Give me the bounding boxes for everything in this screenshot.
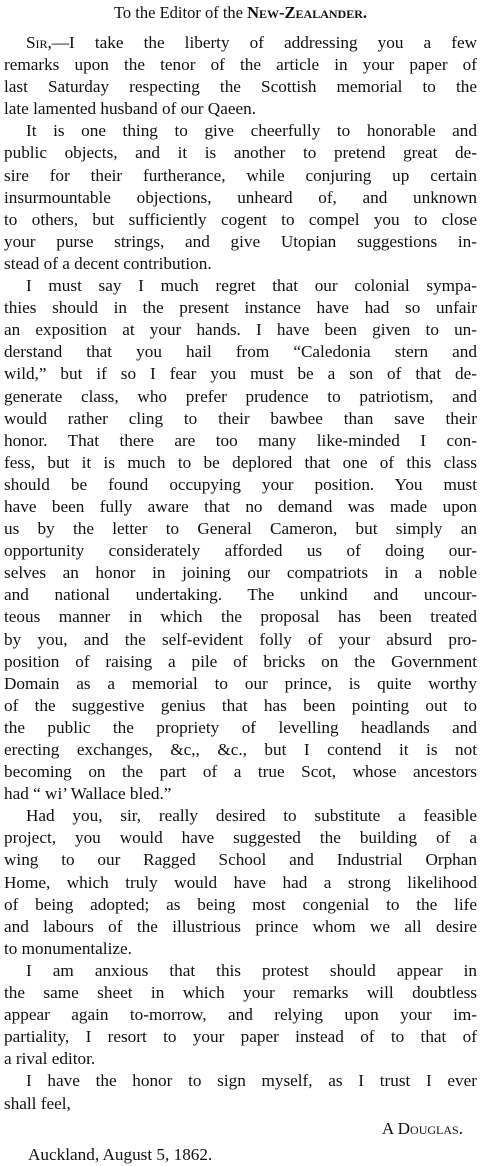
paragraph-line: Had you, sir, really desired to substitute a feasible (26, 806, 477, 826)
paragraph-line: wing to our Ragged School and Industrial Orphan (4, 850, 477, 870)
paragraph-line: late lamented husband of our Qaeen. (4, 99, 256, 119)
paragraph-5 (4, 960, 477, 1070)
paragraph-line: teous manner in which the proposal has been treated (4, 607, 477, 627)
paragraph-line: Sir,—I take the liberty of addressing you a few (26, 33, 477, 52)
paragraph-line: selves an honor in joining our compatriots in a noble (4, 563, 477, 583)
paragraph-line: I have the honor to sign myself, as I trust I ever (26, 1071, 477, 1091)
paragraph-line: thies should in the present instance have had so unfair (4, 298, 477, 318)
paragraph-line: erecting exchanges, &c,, &c., but I contend it is not (4, 740, 477, 759)
paragraph-line: public objects, and it is another to pretend great de- (4, 143, 477, 163)
paragraph-line: of being adopted; as being most congenial to the life (4, 894, 477, 914)
paragraph-line: and national undertaking. The unkind and uncour- (4, 585, 477, 605)
paragraph-line: would rather cling to their bawbee than save their (4, 408, 477, 428)
letter-heading (4, 3, 477, 23)
paragraph-line: Domain as a memorial to our prince, is quite worthy (4, 673, 477, 693)
paragraph-line: us by the letter to General Cameron, but simply an (4, 519, 477, 539)
dateline: Auckland, August 5, 1862. (28, 1144, 213, 1164)
paragraph-line: sire for their furtherance, while conjuring up certain (4, 165, 477, 185)
heading-prefix: To the Editor of the (114, 3, 248, 22)
paragraph-6 (4, 1070, 477, 1114)
paragraph-3 (4, 275, 477, 805)
paragraph-line: partiality, I resort to your paper instead of to that of (4, 1027, 477, 1047)
paragraph-2 (4, 120, 477, 275)
paragraph-line: honor. That there are too many like-minded I con- (4, 430, 477, 450)
paragraph-line: have been fully aware that no demand was made upon (4, 496, 477, 516)
paragraph-line: insurmountable objections, unheard of, and unknown (4, 187, 477, 207)
paragraph-line: the same sheet in which your remarks will doubtless (4, 983, 477, 1003)
paragraph-line: appear again to-morrow, and relying upon your im- (4, 1005, 477, 1025)
newspaper-name: New-Zealander. (247, 3, 367, 22)
paragraph-line: should be found occupying your position. You must (4, 474, 477, 494)
paragraph-line: an exposition at your hands. I have been given to un- (4, 320, 477, 340)
paragraph-line: to others, but sufficiently cogent to compel you to close (4, 209, 477, 229)
paragraph-line: becoming on the part of a true Scot, whose ancestors (4, 762, 477, 782)
paragraph-line: to monumentalize. (4, 938, 132, 958)
salutation: Sir, (26, 33, 52, 52)
paragraph-4 (4, 805, 477, 960)
paragraph-line: the public the propriety of levelling headlands and (4, 717, 477, 737)
paragraph-line: position of raising a pile of bricks on the Government (4, 651, 477, 671)
paragraph-line: by you, and the self-evident folly of your absurd pro- (4, 629, 477, 649)
paragraph-line: project, you would have suggested the building of a (4, 828, 477, 848)
paragraph-line: generate class, who prefer prudence to patriotism, and (4, 386, 477, 406)
paragraph-line: opportunity considerately afforded us of doing our- (4, 541, 477, 561)
paragraph-line: Home, which truly would have had a strong likelihood (4, 872, 477, 892)
paragraph-line: of the suggestive genius that has been pointing out to (4, 695, 477, 715)
paragraph-line: derstand that you hail from “Caledonia stern and (4, 342, 477, 362)
paragraph-line: your purse strings, and give Utopian suggestions in- (4, 231, 477, 251)
paragraph-line: remarks upon the tenor of the article in your paper of (4, 55, 477, 75)
paragraph-line: wild,” but if so I fear you must be a son of that de- (4, 364, 477, 384)
paragraph-1 (4, 32, 477, 120)
paragraph-line: I am anxious that this protest should appear in (26, 960, 477, 980)
paragraph-line: had “ wi’ Wallace bled.” (4, 784, 172, 804)
paragraph-line: I must say I much regret that our colonial sympa- (26, 276, 477, 296)
paragraph-line: last Saturday respecting the Scottish memorial to the (4, 77, 477, 97)
paragraph-line: stead of a decent contribution. (4, 253, 212, 273)
paragraph-line: It is one thing to give cheerfully to honorable and (26, 121, 477, 141)
paragraph-line: and labours of the illustrious prince whom we all desire (4, 916, 477, 936)
paragraph-line: a rival editor. (4, 1049, 96, 1069)
paragraph-line: shall feel, (4, 1093, 71, 1113)
paragraph-line: fess, but it is much to be deplored that one of this class (4, 452, 477, 472)
signature: A Douglas. (381, 1118, 463, 1138)
